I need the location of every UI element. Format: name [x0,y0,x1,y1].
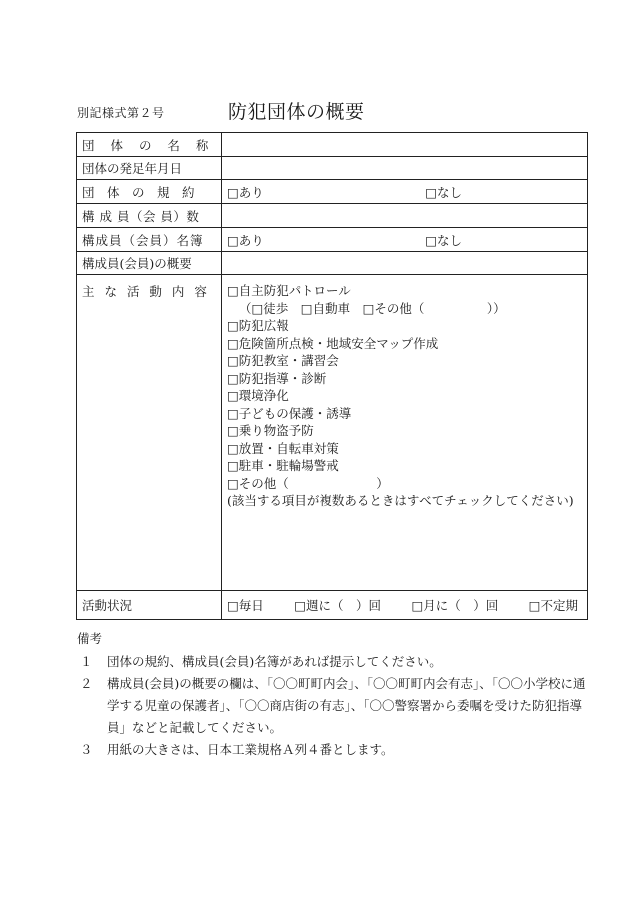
patrol-type-options[interactable]: （□徒歩 □自動車 □その他（ ）） [239,300,506,316]
activity-item[interactable]: □駐車・駐輪場警戒 [227,458,339,473]
bylaws-no-checkbox[interactable]: □なし [425,184,462,200]
bylaws-label: 団 体 の 規 約 [77,180,222,204]
roster-field [222,228,588,252]
member-overview-field[interactable] [222,252,588,275]
activity-field [222,275,588,591]
roster-label: 構成員（会員）名簿 [77,228,222,252]
founded-date-label: 団体の発足年月日 [77,157,222,180]
name-label: 団 体 の 名 称 [77,133,222,157]
member-overview-label: 構成員(会員)の概要 [77,252,222,275]
activity-instruction: (該当する項目が複数あるときはすべてチェックしてください) [227,493,574,508]
organization-form-table [76,132,588,620]
note-item [77,739,597,761]
activity-item[interactable]: □自主防犯パトロール [227,283,351,298]
founded-date-field[interactable] [222,157,588,180]
table-row [77,180,588,204]
status-monthly-checkbox[interactable]: □月に（ ）回 [411,598,499,613]
notes-heading: 備考 [77,631,103,646]
table-row [77,275,588,591]
activity-label: 主 な 活 動 内 容 [77,275,222,591]
status-daily-checkbox[interactable]: □毎日 [227,598,264,613]
note-text: 用紙の大きさは、日本工業規格Ａ列４番とします。 [107,742,394,757]
activity-item[interactable]: □防犯指導・診断 [227,370,327,386]
activity-item[interactable]: □乗り物盗予防 [227,423,314,438]
status-irregular-checkbox[interactable]: □不定期 [528,598,578,613]
note-number: ３ [80,742,93,757]
member-count-field[interactable] [222,204,588,228]
form-number-label: 別記様式第２号 [77,106,165,120]
status-label: 活動状況 [77,591,222,620]
activity-item[interactable]: □防犯教室・講習会 [227,353,339,368]
activity-item[interactable]: □危険箇所点検・地域安全マップ作成 [227,335,439,351]
status-weekly-checkbox[interactable]: □週に（ ）回 [294,598,382,613]
page-title: 防犯団体の概要 [228,101,365,123]
note-number: １ [80,654,93,669]
table-row [77,204,588,228]
notes-section [77,628,597,761]
status-field [222,591,588,620]
note-text: 団体の規約、構成員(会員)名簿があれば提示してください。 [107,654,442,669]
note-item [77,651,597,673]
activity-item[interactable]: □防犯広報 [227,318,289,333]
activity-item[interactable]: □その他（ ） [227,475,389,491]
note-item [77,673,597,739]
activity-item[interactable]: □子どもの保護・誘導 [227,405,352,421]
note-text: 構成員(会員)の概要の欄は、「〇〇町町内会」、「〇〇町町内会有志」、「〇〇小学校に通学する児童の保護者」、「〇〇商店街の有志」、「〇〇警察署から委嘱を受けた防犯指導員」などと記載してください。 [107,676,586,735]
table-row [77,252,588,275]
roster-no-checkbox[interactable]: □なし [425,232,462,248]
bylaws-yes-checkbox[interactable]: □あり [227,184,264,200]
member-count-label: 構 成 員（会 員）数 [77,204,222,228]
name-field[interactable] [222,133,588,157]
note-number: ２ [80,676,93,691]
bylaws-field [222,180,588,204]
table-row [77,591,588,620]
table-row [77,133,588,157]
activity-item[interactable]: □放置・自転車対策 [227,440,339,456]
roster-yes-checkbox[interactable]: □あり [227,232,264,248]
table-row [77,157,588,180]
activity-item[interactable]: □環境浄化 [227,388,289,403]
table-row [77,228,588,252]
